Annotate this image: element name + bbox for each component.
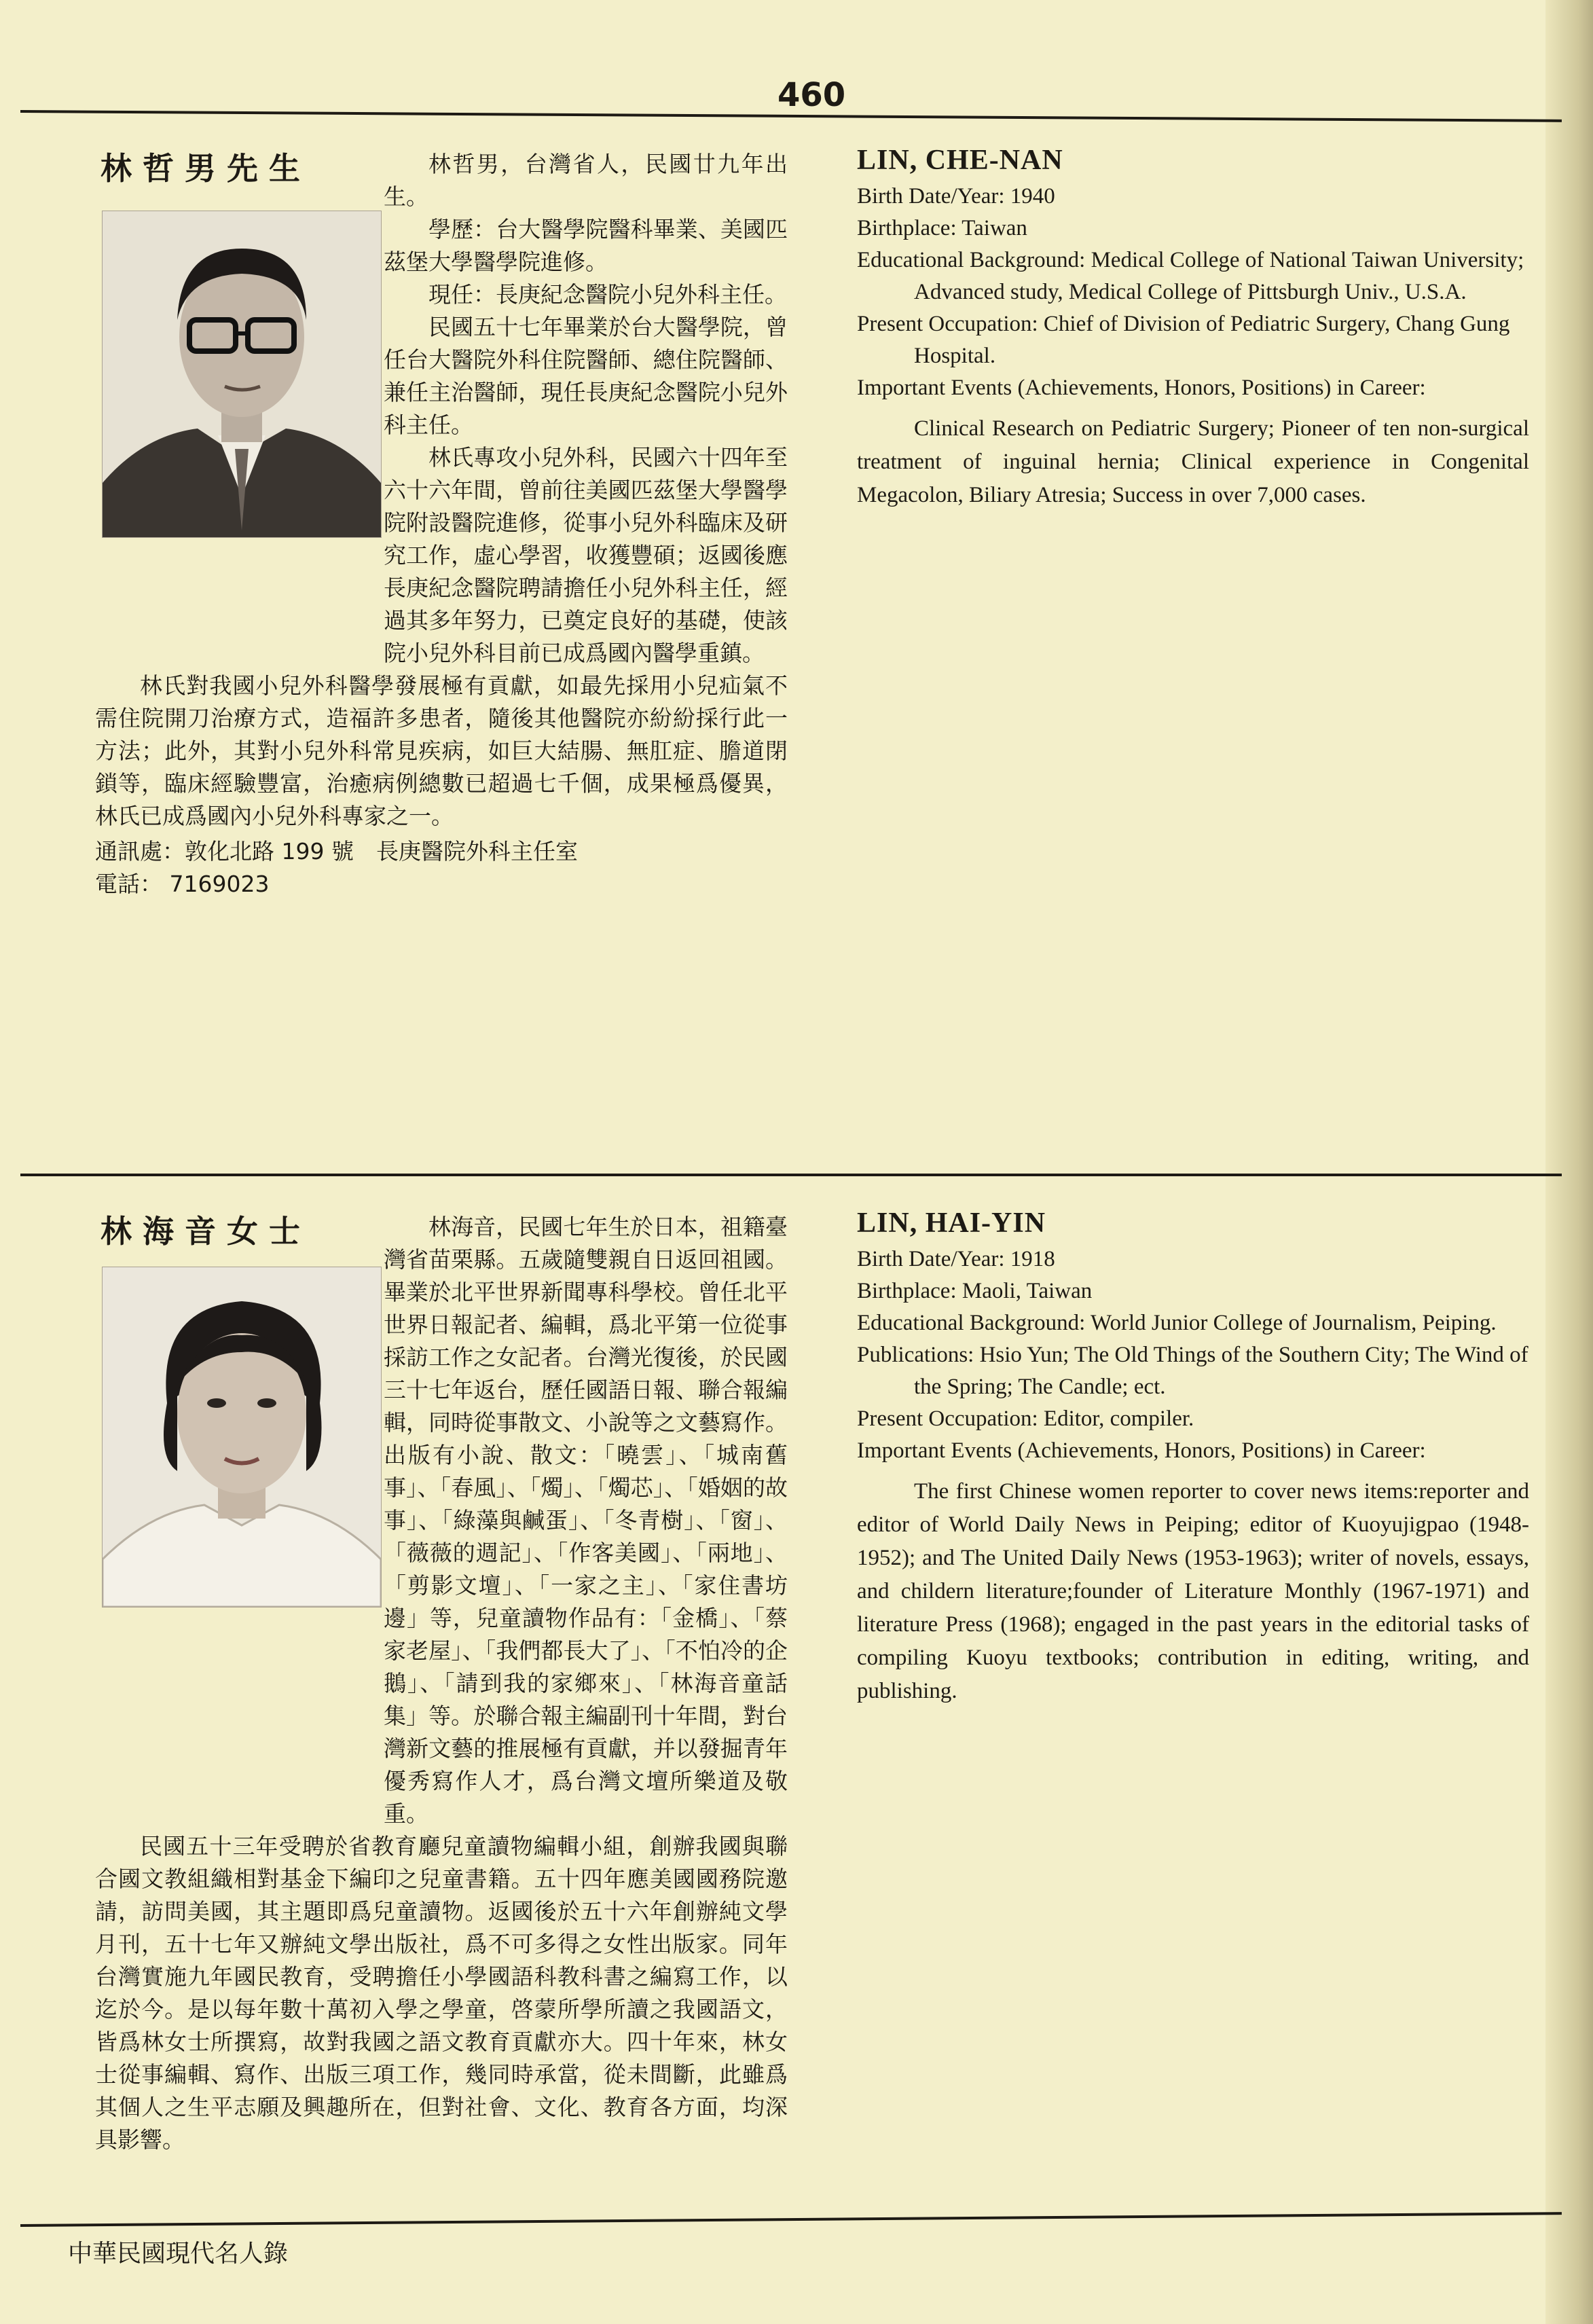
- english-biography: [857, 144, 1529, 512]
- chinese-name: 林海音女士: [100, 1213, 311, 1250]
- education: Educational Background: World Junior College of Journalism, Peiping.: [857, 1311, 1497, 1335]
- biography-entry-lin-che-nan: [0, 136, 1593, 1155]
- events-heading: Important Events (Achievements, Honors, Positions) in Career:: [857, 1438, 1426, 1463]
- birthplace: Birthplace: Taiwan: [857, 216, 1027, 240]
- page-number: 460: [777, 76, 846, 114]
- zh-paragraph: 林海音，民國七年生於日本，祖籍臺灣省苗栗縣。五歲隨雙親自日返回祖國。畢業於北平世界新聞專科學校。曾任北平世界日報記者、編輯，爲北平第一位從事採訪工作之女記者。台灣光復後，於民國三十七年返台，歷任國語日報、聯合報編輯，同時從事散文、小說等之文藝寫作。出版有小說、散文：「曉雲」、「城南舊事」、「春風」、「燭」、「燭芯」、「婚姻的故事」、「綠藻與鹹蛋」、「冬青樹」、「窗」、「薇薇的週記」、「作客美國」、「兩地」、「剪影文壇」、「一家之主」、「家住書坊邊」等，兒童讀物作品有：「金橋」、「蔡家老屋」、「我們都長大了」、「不怕冷的企鵝」、「請到我的家鄉來」、「林海音童話集」等。於聯合報主編副刊十年間，對台灣新文藝的推展極有貢獻，并以發掘青年優秀寫作人才，爲台灣文壇所樂道及敬重。: [384, 1214, 788, 1827]
- occupation: Present Occupation: Chief of Division of Pediatric Surgery, Chang Gung Hospital.: [857, 312, 1510, 368]
- zh-paragraph: 林哲男，台灣省人，民國廿九年出生。: [384, 151, 788, 210]
- education: Educational Background: Medical College of National Taiwan University; Advanced study, Medical College of Pittsburgh Univ., U.S.A.: [857, 248, 1524, 304]
- zh-paragraph: 現任：長庚紀念醫院小兒外科主任。: [428, 281, 787, 308]
- english-name: LIN, CHE-NAN: [857, 145, 1063, 176]
- zh-paragraph: 學歷：台大醫學院醫科畢業、美國匹茲堡大學醫學院進修。: [384, 216, 788, 275]
- birth-date: Birth Date/Year: 1940: [857, 184, 1055, 208]
- events-body: The first Chinese women reporter to cover news items:reporter and editor of World Daily News in Peiping; editor of Kuoyujigpao (1948-1952); and The United Daily News (1953-1963); writer of novels, essays, and childern literature;founder of Literature Monthly (1967-1971) and literature Press (1968); engaged in the past years in the editorial tasks of compiling Kuoyu textbooks; contribution in editing, writing, and publishing.: [857, 1479, 1529, 1703]
- events-body: Clinical Research on Pediatric Surgery; Pioneer of ten non-surgical treatment of inguinal hernia; Clinical experience in Congenital Megacolon, Biliary Atresia; Success in over 7,000 cases.: [857, 416, 1529, 507]
- bottom-divider: [20, 2212, 1562, 2227]
- english-name: LIN, HAI-YIN: [857, 1208, 1046, 1239]
- english-biography: [857, 1207, 1529, 1708]
- chinese-name: 林哲男先生: [100, 150, 311, 187]
- publications: Publications: Hsio Yun; The Old Things of the Southern City; The Wind of the Spring; The Candle; ect.: [857, 1343, 1528, 1399]
- contact-phone: 電話： 7169023: [95, 871, 270, 897]
- zh-paragraph: 林氏對我國小兒外科醫學發展極有貢獻，如最先採用小兒疝氣不需住院開刀治療方式，造福許多患者，隨後其他醫院亦紛紛採行此一方法；此外，其對小兒外科常見疾病，如巨大結腸、無肛症、膽道閉鎖等，臨床經驗豐富，治癒病例總數已超過七千個，成果極爲優異，林氏已成爲國內小兒外科專家之一。: [95, 672, 788, 829]
- zh-paragraph: 民國五十三年受聘於省教育廳兒童讀物編輯小組，創辦我國與聯合國文教組織相對基金下編印之兒童書籍。五十四年應美國國務院邀請，訪問美國，其主題即爲兒童讀物。返國後於五十六年創辦純文學月刊，五十七年又辦純文學出版社，爲不可多得之女性出版家。同年台灣實施九年國民教育，受聘擔任小學國語科教科書之編寫工作，以迄於今。是以每年數十萬初入學之學童，啓蒙所學所讀之我國語文，皆爲林女士所撰寫，故對我國之語文教育貢獻亦大。四十年來，林女士從事編輯、寫作、出版三項工作，幾同時承當，從未間斷，此雖爲其個人之生平志願及興趣所在，但對社會、文化、教育各方面，均深具影響。: [95, 1833, 788, 2153]
- events-heading: Important Events (Achievements, Honors, Positions) in Career:: [857, 376, 1426, 400]
- zh-paragraph: 民國五十七年畢業於台大醫學院，曾任台大醫院外科住院醫師、總住院醫師、兼任主治醫師，現任長庚紀念醫院小兒外科主任。: [384, 314, 788, 438]
- biography-entry-lin-hai-yin: [0, 1199, 1593, 2211]
- occupation: Present Occupation: Editor, compiler.: [857, 1406, 1194, 1431]
- chinese-biography: [95, 136, 788, 901]
- book-title-footer: 中華民國現代名人錄: [68, 2240, 289, 2268]
- birthplace: Birthplace: Maoli, Taiwan: [857, 1279, 1093, 1303]
- middle-divider: [20, 1174, 1562, 1176]
- chinese-biography: [95, 1199, 788, 2156]
- birth-date: Birth Date/Year: 1918: [857, 1247, 1055, 1271]
- contact-address: 通訊處：敦化北路 199 號 長庚醫院外科主任室: [95, 838, 578, 865]
- zh-paragraph: 林氏專攻小兒外科，民國六十四年至六十六年間，曾前往美國匹茲堡大學醫學院附設醫院進修，從事小兒外科臨床及研究工作，虛心學習，收獲豐碩；返國後應長庚紀念醫院聘請擔任小兒外科主任，經過其多年努力，已奠定良好的基礎，使該院小兒外科目前已成爲國內醫學重鎮。: [384, 444, 788, 666]
